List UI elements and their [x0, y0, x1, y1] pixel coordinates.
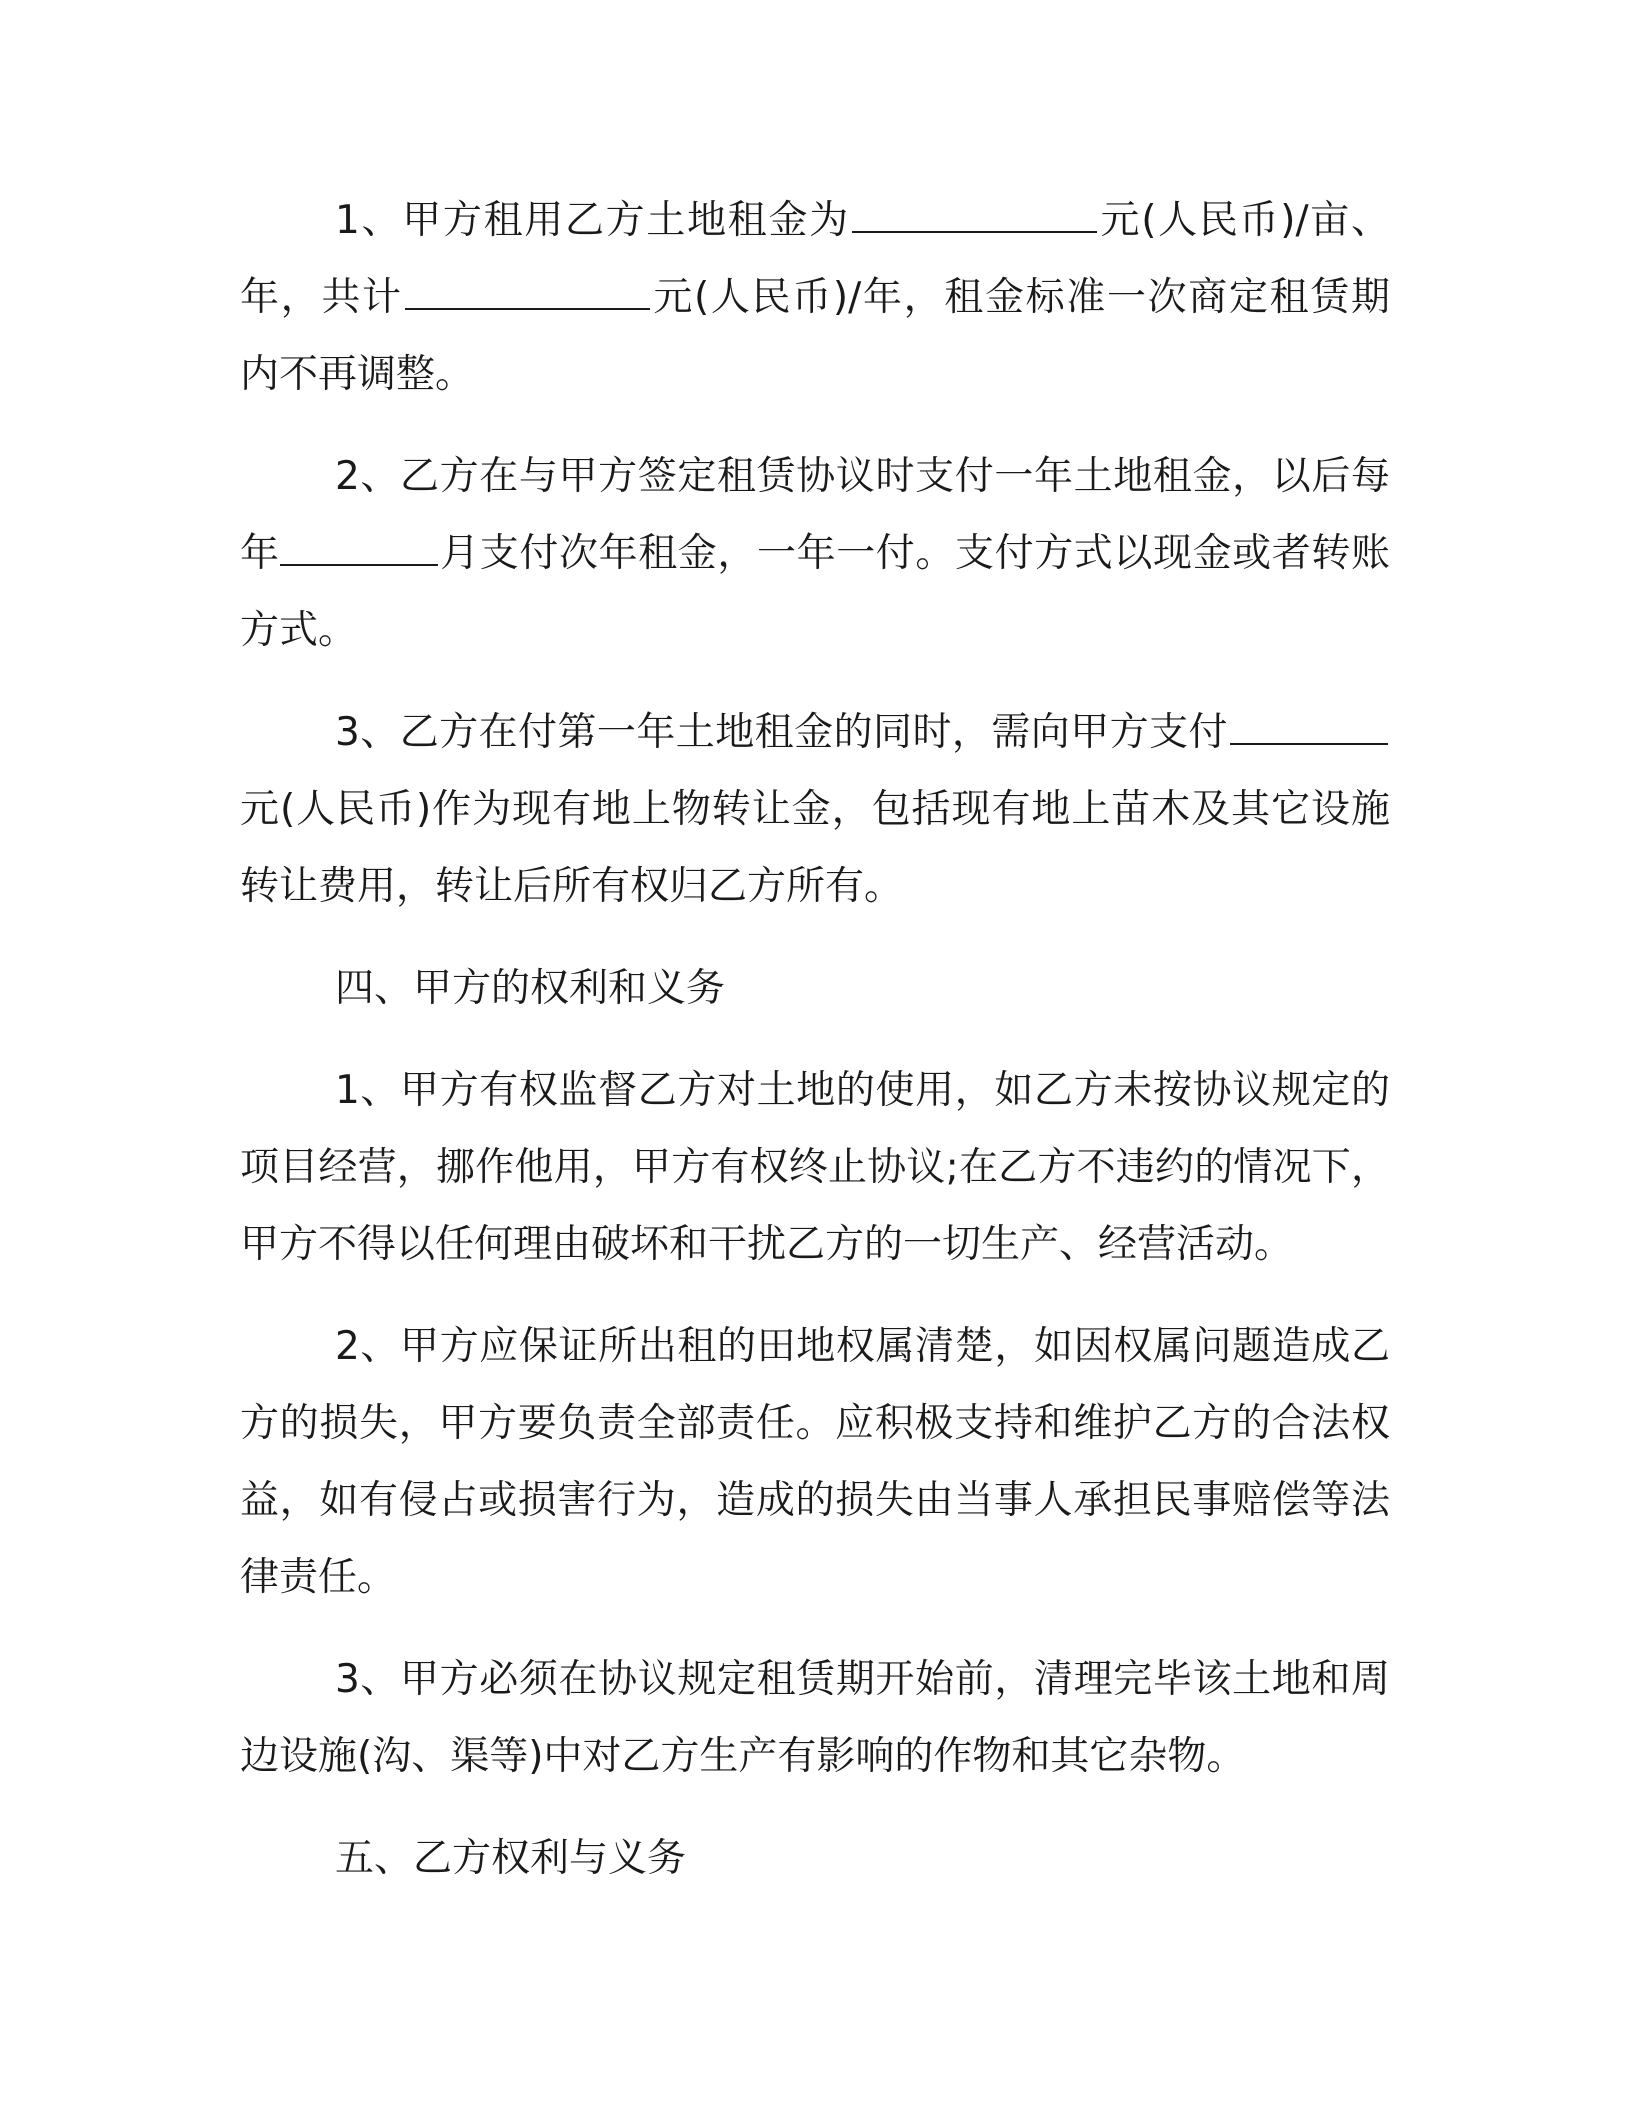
clause-text: 月支付次年租金，一年一付。支付方式以现金或者转账方式。	[240, 531, 1390, 653]
clause-supervision: 1、甲方有权监督乙方对土地的使用，如乙方未按协议规定的项目经营，挪作他用，甲方有权终止协议;在乙方不违约的情况下，甲方不得以任何理由破坏和干扰乙方的一切生产、经营活动。	[240, 1068, 1390, 1267]
blank-rent-per-mu[interactable]	[852, 197, 1097, 233]
clause-payment-schedule	[240, 438, 1390, 669]
blank-payment-month[interactable]	[280, 530, 438, 566]
section-heading-party-a: 四、甲方的权利和义务	[335, 966, 726, 1011]
clause-ownership-guarantee: 2、甲方应保证所出租的田地权属清楚，如因权属问题造成乙方的损失，甲方要负责全部责任。应积极支持和维护乙方的合法权益，如有侵占或损害行为，造成的损失由当事人承担民事赔偿等法律责任。	[240, 1324, 1390, 1600]
clause-text: 元(人民币)/亩、年，共计	[240, 198, 1390, 320]
section-heading-party-b: 五、乙方权利与义务	[335, 1836, 687, 1881]
clause-text: 元(人民币)作为现有地上物转让金，包括现有地上苗木及其它设施转让费用，转让后所有权归乙方所有。	[240, 787, 1390, 909]
clause-text: 元(人民币)/年，租金标准一次商定租赁期内不再调整。	[240, 275, 1390, 397]
blank-rent-total[interactable]	[405, 274, 650, 310]
clause-rent-amount	[240, 182, 1390, 413]
clause-text: 3、乙方在付第一年土地租金的同时，需向甲方支付	[335, 710, 1228, 755]
clause-text: 1、甲方租用乙方土地租金为	[335, 198, 850, 243]
clause-text: 2、乙方在与甲方签定租赁协议时支付一年土地租金，以后每年	[240, 454, 1390, 576]
blank-transfer-amount[interactable]	[1230, 709, 1388, 745]
clause-land-clearing: 3、甲方必须在协议规定租赁期开始前，清理完毕该土地和周边设施(沟、渠等)中对乙方生产有影响的作物和其它杂物。	[240, 1657, 1390, 1779]
document-body	[240, 182, 1390, 1922]
clause-transfer-fee	[240, 694, 1390, 925]
